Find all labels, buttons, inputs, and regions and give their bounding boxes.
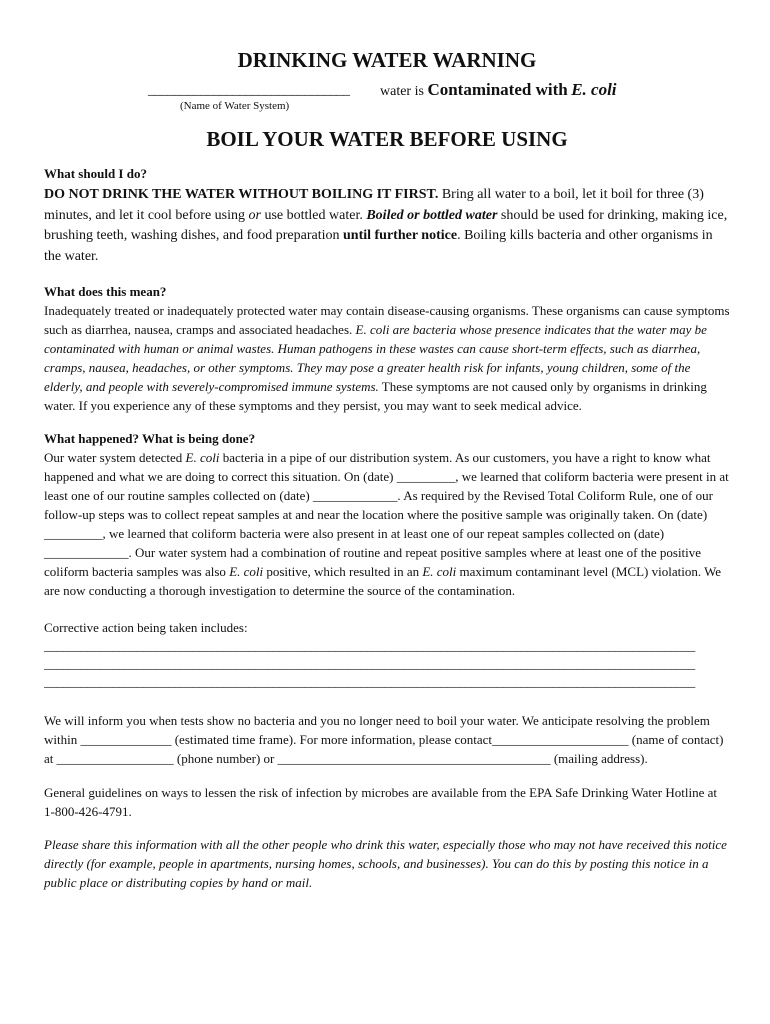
section-what-to-do — [44, 164, 730, 268]
water-system-line — [44, 80, 730, 112]
ecoli-term-2: E. coli — [229, 563, 264, 579]
happened-text-4: maximum contaminant level (MCL) violation. We are now conducting a thorough investigation to determine the source of the contamination. — [44, 563, 722, 598]
happened-text-3: positive, which resulted in an — [263, 563, 423, 579]
corrective-line-2: _________________________________________________________________________________________________________ — [44, 655, 696, 671]
what-it-means-paragraph — [44, 301, 730, 415]
happened-text-2: bacteria in a pipe of our distribution system. As our customers, you have a right to know what happened and what we are doing to correct this situation. On (date) _________, we learned that coliform bacteria were present in at least one of our routine samples collected on (date) _____________. As required by the Revised Total Coliform Rule, one of our follow-up steps was to collect repeat samples at and near the location where the positive sample was originally taken. On (date) _________, we learned that coliform bacteria were also present in at least one of our repeat samples collected on (date) _____________. Our water system had a combination of routine and repeat positive samples where at least one of the positive coliform bacteria samples was also — [44, 449, 729, 579]
section-what-it-means — [44, 282, 730, 415]
organism-label: E. coli — [571, 80, 617, 99]
meaning-text-2: These symptoms are not caused only by organisms in drinking water. If you experience any of these symptoms and they persist, you may want to seek medical advice. — [44, 378, 707, 413]
what-to-do-paragraph — [44, 185, 730, 268]
share-notice-paragraph: Please share this information with all the other people who drink this water, especially those who may not have received this notice directly (for example, people in apartments, nursing homes, schools, and businesses). You can do this by posting this notice in a public place or distributing copies by hand or mail. — [44, 836, 727, 890]
what-to-do-text-4: . Boiling kills bacteria and other organisms in the water. — [44, 228, 713, 265]
water-system-blank: _______________________________ — [148, 83, 350, 98]
page-title: DRINKING WATER WARNING — [237, 48, 537, 72]
system-suffix: water is — [380, 84, 424, 99]
question-what-it-means: What does this mean? — [44, 283, 167, 299]
what-happened-paragraph — [44, 448, 730, 600]
section-inform — [44, 711, 730, 768]
until-notice-emphasis: until further notice — [343, 228, 458, 244]
meaning-italic: E. coli are bacteria whose presence indicates that the water may be contaminated with human or animal wastes. Human pathogens in these wastes can cause short-term effects, such as diarrhea, cramps, nausea, headaches, or other symptoms. They may pose a greater health risk for infants, young children, some of the elderly, and people with severely-compromised immune systems. — [44, 321, 707, 394]
guidelines-paragraph: General guidelines on ways to lessen the risk of infection by microbes are available from the EPA Safe Drinking Water Hotline at 1-800-426-4791. — [44, 784, 717, 819]
or-emphasis: or — [248, 207, 261, 223]
inform-paragraph: We will inform you when tests show no bacteria and you no longer need to boil your water. We anticipate resolving the problem within ______________ (estimated time frame). For more information, please contact_____________________ (name of contact) at __________________ (phone number) or __________________________________________ (mailing address). — [44, 712, 724, 766]
contaminated-label: Contaminated with — [427, 80, 568, 99]
contamination-statement — [380, 80, 617, 100]
what-to-do-text-2: use bottled water. — [260, 207, 367, 223]
happened-text-1: Our water system detected — [44, 449, 186, 465]
ecoli-term-3: E. coli — [422, 563, 457, 579]
what-to-do-text-1: Bring all water to a boil, let it boil for three (3) minutes, and let it cool before using — [44, 186, 704, 223]
section-guidelines — [44, 783, 730, 821]
question-what-to-do: What should I do? — [44, 166, 147, 181]
ecoli-term-1: E. coli — [185, 449, 220, 465]
corrective-label: Corrective action being taken includes: — [44, 619, 248, 635]
corrective-line-3: _________________________________________________________________________________________________________ — [44, 673, 696, 689]
boil-heading: BOIL YOUR WATER BEFORE USING — [206, 127, 568, 151]
section-corrective-action — [44, 618, 730, 691]
corrective-line-1: _________________________________________________________________________________________________________ — [44, 637, 696, 653]
water-system-caption: (Name of Water System) — [180, 100, 290, 112]
what-to-do-text-3: should be used for drinking, making ice, brushing teeth, washing dishes, and food preparation — [44, 207, 728, 244]
do-not-drink-lead: DO NOT DRINK THE WATER WITHOUT BOILING IT FIRST. — [44, 186, 439, 202]
boiled-water-emphasis: Boiled or bottled water — [366, 207, 498, 223]
section-what-happened — [44, 429, 730, 600]
meaning-text-1: Inadequately treated or inadequately protected water may contain disease-causing organisms. These organisms can cause symptoms such as diarrhea, nausea, cramps and associated headaches. — [44, 302, 730, 337]
question-what-happened: What happened? What is being done? — [44, 430, 256, 446]
